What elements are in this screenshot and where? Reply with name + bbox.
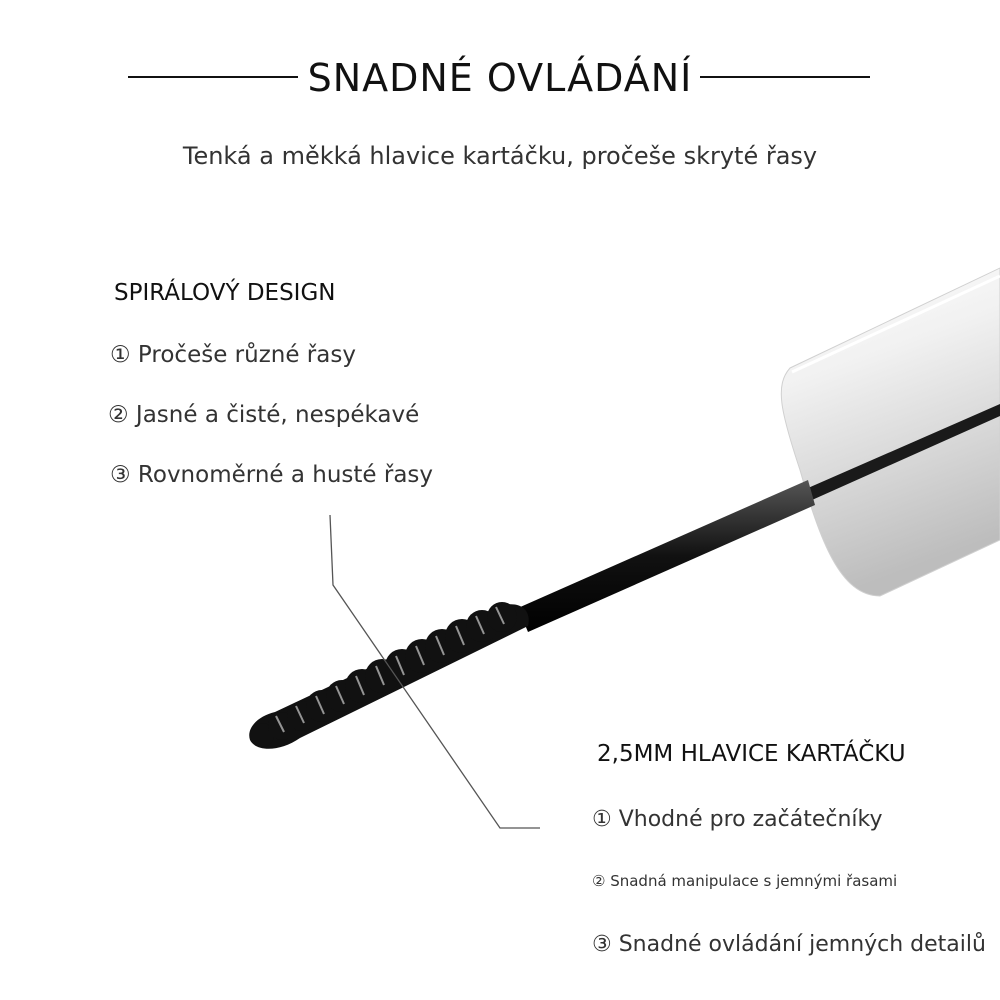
spiral-design-heading: SPIRÁLOVÝ DESIGN xyxy=(114,280,336,306)
brush-head-feature-1: ① Vhodné pro začátečníky xyxy=(592,807,883,832)
title-row xyxy=(0,52,1000,102)
brush-head-heading: 2,5MM HLAVICE KARTÁČKU xyxy=(597,741,906,767)
page-title: SNADNÉ OVLÁDÁNÍ xyxy=(307,56,693,100)
mascara-cap xyxy=(781,268,1000,596)
spiral-feature-2: ② Jasné a čisté, nespékavé xyxy=(108,402,420,428)
page-subtitle: Tenká a měkká hlavice kartáčku, pročeše skryté řasy xyxy=(182,142,818,170)
brush-head-feature-3: ③ Snadné ovládání jemných detailů xyxy=(592,932,986,957)
spiral-brush-head xyxy=(249,602,529,749)
spiral-feature-3: ③ Rovnoměrné a husté řasy xyxy=(110,462,434,488)
mascara-rod xyxy=(518,480,815,632)
spiral-feature-1: ① Pročeše různé řasy xyxy=(110,342,356,368)
brush-head-feature-2: ② Snadná manipulace s jemnými řasami xyxy=(592,872,898,890)
title-divider-right xyxy=(700,76,870,78)
